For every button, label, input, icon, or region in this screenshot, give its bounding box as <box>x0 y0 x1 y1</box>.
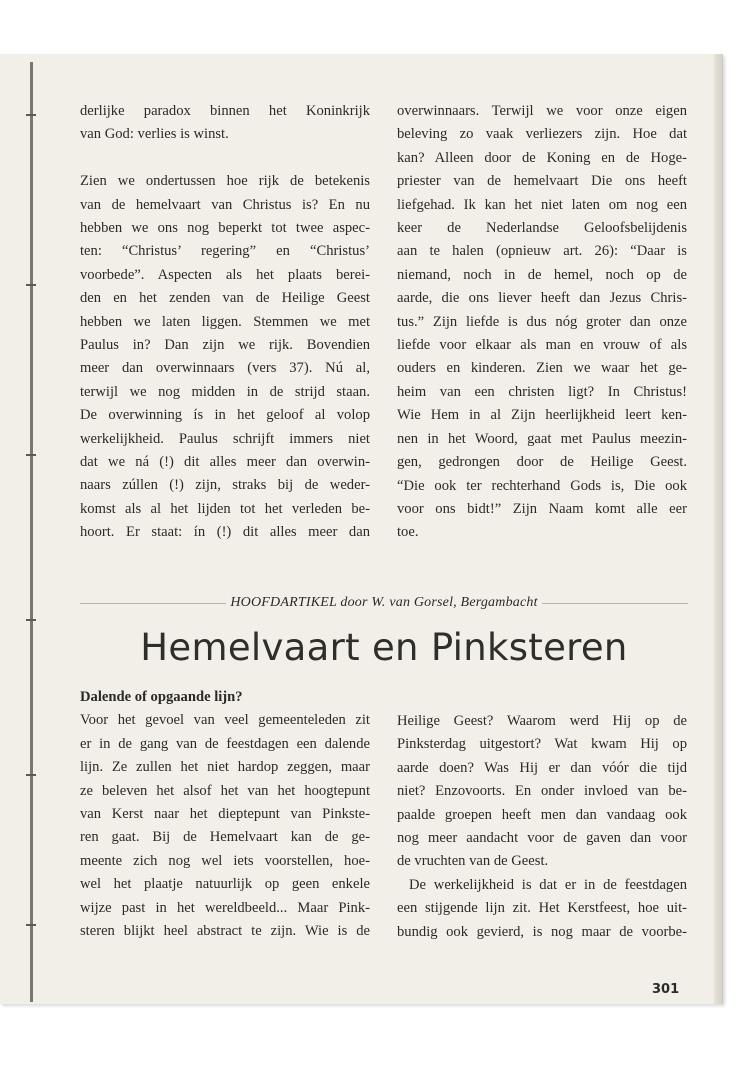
text-line: voorbede”. Aspecten als het plaats berei- <box>80 266 370 283</box>
byline-rule-left <box>80 603 226 604</box>
text-line: hoort. Er staat: ín (!) dit alles meer dan <box>80 524 370 541</box>
byline-rule-right <box>542 603 688 604</box>
text-line: tus.” Zijn liefde is dus nóg groter dan onze <box>397 313 687 330</box>
article-subheading: Dalende of opgaande lijn? <box>80 689 243 705</box>
text-line: “Die ook ter rechterhand Gods is, Die ook <box>397 477 687 494</box>
article-byline: HOOFDARTIKEL door W. van Gorsel, Bergambacht <box>230 595 538 610</box>
text-line: toe. <box>397 524 419 541</box>
text-line: niet? Enzovoorts. En onder invloed van be- <box>397 783 687 800</box>
text-line: aarde doen? Was Hij er dan vóór die tijd <box>397 759 687 776</box>
text-line: aarde, die ons liever heeft dan Jezus Chris- <box>397 290 687 307</box>
text-line: meente zich nog wel iets voorstellen, hoe- <box>80 852 370 869</box>
page-number: 301 <box>652 982 680 997</box>
text-line: naars zúllen (!) zijn, straks bij de weder- <box>80 477 370 494</box>
paragraph <box>80 170 370 545</box>
text-line: ouders en kinderen. Zien we waar het ge- <box>397 360 687 377</box>
text-line: van God: verlies is winst. <box>80 126 229 143</box>
text-line: ten: “Christus’ regering” en “Christus’ <box>80 243 370 260</box>
text-line: er in de gang van de feestdagen een dalende <box>80 735 370 752</box>
paragraph <box>397 710 687 874</box>
bottom-right-column <box>397 710 687 944</box>
text-line: ren gaat. Bij de Hemelvaart kan de ge- <box>80 829 370 846</box>
paragraph <box>397 874 687 944</box>
text-line: derlijke paradox binnen het Koninkrijk <box>80 103 370 119</box>
text-line: voor ons bidt!” Zijn Naam komt alle eer <box>397 500 687 517</box>
binding-stitch <box>26 619 36 621</box>
text-line: komst als al het lijden tot het verleden be- <box>80 500 370 517</box>
text-line: De overwinning ís in het geloof al volop <box>80 407 370 424</box>
binding-stitch <box>26 774 36 776</box>
article-byline-row <box>80 592 688 614</box>
text-line: hebben we laten liggen. Stemmen we met <box>80 313 370 330</box>
text-line: meer dan overwinnaars (vers 37). Nú al, <box>80 360 370 377</box>
text-line: lijn. Ze zullen het niet hardop zeggen, maar <box>80 759 370 776</box>
text-line: gen, gedrongen door de Heilige Geest. <box>397 454 687 471</box>
paragraph-spacer <box>80 147 370 170</box>
text-line: Zien we ondertussen hoe rijk de betekenis <box>80 173 370 190</box>
text-line: steren blijkt heel abstract te zijn. Wie is de <box>80 923 370 940</box>
text-line: priester van de hemelvaart Die ons heeft <box>397 173 687 190</box>
text-line: Paulus in? Dan zijn we rijk. Bovendien <box>80 337 370 354</box>
text-line: kan? Alleen door de Koning en de Hoge- <box>397 149 687 166</box>
binding-stitch <box>26 454 36 456</box>
binding-spine <box>30 62 33 1002</box>
text-line: Voor het gevoel van veel gemeenteleden zit <box>80 712 370 729</box>
text-line: wel het plaatje natuurlijk op geen enkele <box>80 876 370 893</box>
text-line: werkelijkheid. Paulus schrijft immers niet <box>80 430 370 447</box>
text-line: liefgehad. Ik kan het niet laten om nog een <box>397 196 687 213</box>
text-line: Wie Hem in al Zijn heerlijkheid leert ken- <box>397 407 687 424</box>
bottom-left-column <box>80 686 370 943</box>
binding-stitch <box>26 114 36 116</box>
text-line: heim van een christen ligt? In Christus! <box>397 383 687 400</box>
binding-stitch <box>26 924 36 926</box>
article-title: Hemelvaart en Pinksteren <box>140 626 628 669</box>
text-line: bundig ook gevierd, is nog maar de voorbe- <box>397 923 687 940</box>
text-line: van de hemelvaart van Christus is? En nu <box>80 196 370 213</box>
text-line: hebben we ons nog beperkt tot twee aspec- <box>80 220 370 237</box>
top-right-column <box>397 100 687 545</box>
text-line: een stijgende lijn zit. Het Kerstfeest, hoe uit- <box>397 900 687 917</box>
text-line: liefde voor elkaar als man en vrouw of als <box>397 337 687 354</box>
text-line: nog meer aandacht voor de gaven dan voor <box>397 830 687 847</box>
binding-stitch <box>26 284 36 286</box>
text-line: niemand, noch in de hemel, noch op de <box>397 266 687 283</box>
text-line: wijze past in het wereldbeeld... Maar Pink- <box>80 899 370 916</box>
text-line: de vruchten van de Geest. <box>397 853 549 870</box>
text-line: Heilige Geest? Waarom werd Hij op de <box>397 713 687 729</box>
text-line: Pinksterdag uitgestort? Wat kwam Hij op <box>397 736 687 753</box>
text-line: terwijl we nog midden in de strijd staan. <box>80 383 370 400</box>
page-edge <box>714 54 722 1004</box>
text-line: nen in het Woord, gaat met Paulus meezin- <box>397 430 687 447</box>
text-line: paalde groepen heeft men dan vandaag ook <box>397 806 687 823</box>
text-line: van Kerst naar het dieptepunt van Pinkste- <box>80 806 370 823</box>
text-line: den en het zenden van de Heilige Geest <box>80 290 370 307</box>
text-line: beleving zo vaak verliezers zijn. Hoe dat <box>397 126 687 143</box>
text-line: dat we ná (!) dit alles meer dan overwin- <box>80 454 370 471</box>
text-line: De werkelijkheid is dat er in de feestdagen <box>409 876 687 893</box>
text-line: ze beleven het alsof het van het hoogtepunt <box>80 782 370 799</box>
text-line: overwinnaars. Terwijl we voor onze eigen <box>397 103 687 119</box>
text-line: aan te halen (opnieuw art. 26): “Daar is <box>397 243 687 260</box>
paragraph <box>80 100 370 147</box>
text-line: keer de Nederlandse Geloofsbelijdenis <box>397 220 687 237</box>
top-left-column <box>80 100 370 545</box>
